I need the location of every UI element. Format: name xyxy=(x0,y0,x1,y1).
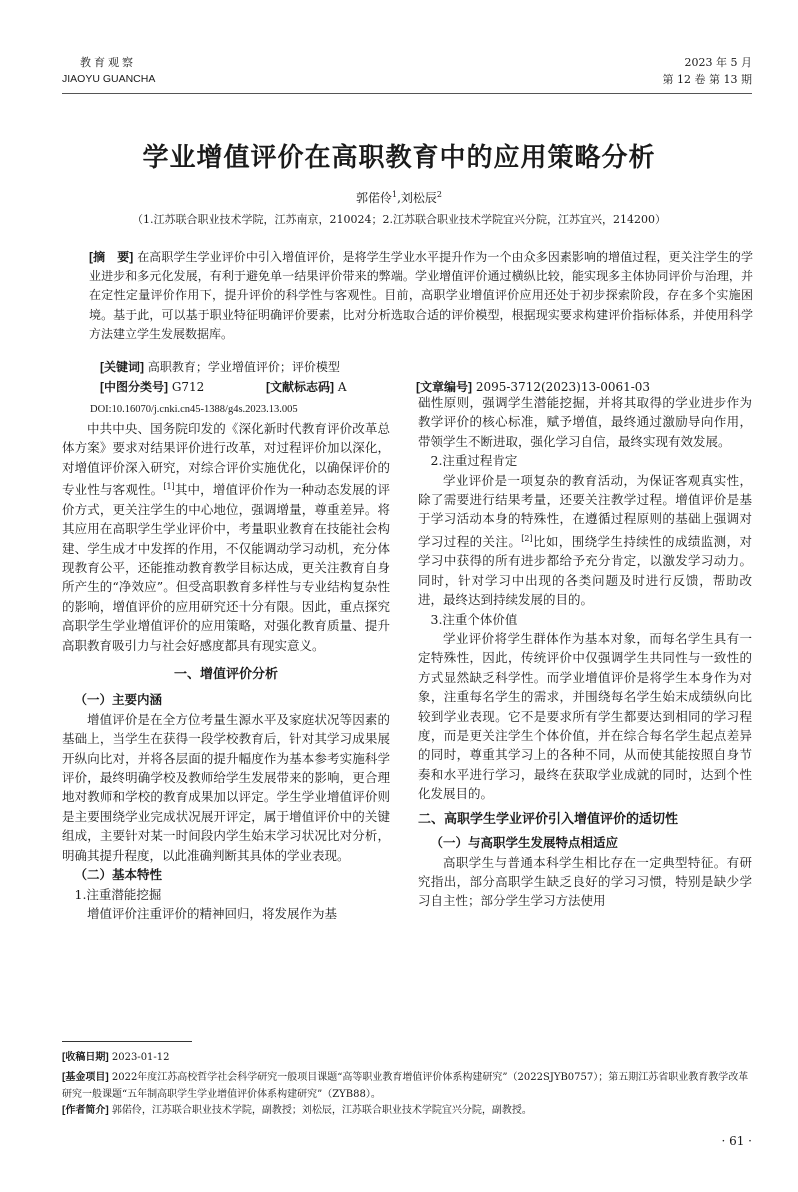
keywords xyxy=(100,358,340,377)
author-separator: , xyxy=(397,191,401,205)
affiliation: （1.江苏联合职业技术学院，江苏南京，210024；2.江苏联合职业技术学院宜兴分院，江苏宜兴，214200） xyxy=(132,213,666,226)
paragraph: 增值评价是在全方位考量生源水平及家庭状况等因素的基础上，当学生在获得一段学校教育后，针对其学习成果展开纵向比对，并将各层面的提升幅度作为基本参考实施科学评价，最终明确学校及教师给学生发展带来的影响，更合理地对教师和学校的教育成果加以评定。学生学业增值评价则是主要围绕学业完成状况展开评定，属于增值评价中的关键组成，主要针对某一时间段内学生始末学习状况比对分析，明确其提升程度，以此准确判断其具体的学业表现。 xyxy=(62,711,390,863)
paragraph-text: 比如，围绕学生持续性的成绩监测，对学习中获得的所有进步都给予充分肯定，以激发学习动力。同时，针对学习中出现的各类问题及时进行反馈，帮助改进，最终达到持续发展的目的。 xyxy=(418,534,752,608)
abstract-label: [摘 要] xyxy=(89,250,134,264)
author-bio-label: [作者简介] xyxy=(62,1105,109,1116)
received-label: [收稿日期] xyxy=(62,1052,109,1063)
subsection-heading: （二）基本特性 xyxy=(74,867,163,883)
doc-label: [文献标志码] xyxy=(266,380,334,394)
subsection-heading: （一）与高职学生发展特点相适应 xyxy=(430,835,619,851)
received-date: 2023-01-12 xyxy=(111,1052,170,1063)
doc-value: A xyxy=(337,380,347,394)
running-header-left xyxy=(62,54,155,88)
citation-ref: [2] xyxy=(521,533,533,543)
paragraph: 础性原则，强调学生潜能挖掘，并将其取得的学业进步作为教学评价的核心标准，赋予增值，最终通过激励导向作用，带领学生不断进取，强化学习自信，最终实现有效发展。 xyxy=(418,395,752,449)
abstract xyxy=(89,248,753,344)
journal-name: 教育观察 xyxy=(80,56,136,69)
author-1: 郭偌伶 xyxy=(355,191,392,205)
keywords-label: [关键词] xyxy=(100,360,144,374)
keywords-text: 高职教育；学业增值评价；评价模型 xyxy=(147,360,340,374)
section-heading: 二、高职学生学业评价引入增值评价的适切性 xyxy=(418,810,679,826)
article-number-value: 2095-3712(2023)13-0061-03 xyxy=(475,380,651,394)
issue-date: 2023 年 5 月 xyxy=(684,56,752,69)
article-title: 学业增值评价在高职教育中的应用策略分析 xyxy=(142,143,656,173)
article-number-label: [文章编号] xyxy=(416,380,472,394)
clc-code xyxy=(100,378,204,397)
journal-pinyin: JIAOYU GUANCHA xyxy=(62,73,156,85)
sub-subsection-heading: 3.注重个体价值 xyxy=(430,611,518,627)
footnote-fund xyxy=(62,1070,752,1103)
body-column-left xyxy=(62,419,390,923)
subsection-heading: （一）主要内涵 xyxy=(74,692,163,708)
body-column-right xyxy=(418,393,752,911)
clc-label: [中图分类号] xyxy=(100,380,168,394)
author-2-affil-mark: 2 xyxy=(436,190,443,199)
paragraph-text: 中共中央、国务院印发的《深化新时代教育评价改革总体方案》要求对结果评价进行改革，对过程评价加以深化，对增值评价深入研究，对综合评价实施优化，以确保评价的专业性与客观性。 xyxy=(62,421,390,498)
abstract-text: 在高职学生学业评价中引入增值评价，是将学生学业水平提升作为一个由众多因素影响的增值过程，更关注学生的学业进步和多元化发展，有利于避免单一结果评价带来的弊端。学业增值评价通过横纵比较，能实现多主体协同评价与治理，并在定性定量评价作用下，提升评价的科学性与客观性。目前，高职学业增值评价应用还处于初步探索阶段，存在多个实施困境。基于此，可以基于职业特征明确评价要素，比对分析选取合适的评价模型，根据现实要求构建评价指标体系，并使用科学方法建立学生发展数据库。 xyxy=(89,250,753,341)
running-header-right xyxy=(663,54,752,88)
clc-value: G712 xyxy=(171,380,205,394)
author-1-affil-mark: 1 xyxy=(391,190,398,199)
fund-label: [基金项目] xyxy=(62,1072,109,1083)
doi: DOI:10.16070/j.cnki.cn45-1388/g4s.2023.13.005 xyxy=(90,404,298,415)
citation-ref: [1] xyxy=(163,482,175,492)
issue-volume: 第 12 卷 第 13 期 xyxy=(662,73,752,86)
paragraph-text: 其中，增值评价作为一种动态发展的评价方式，更关注学生的中心地位，强调增量，尊重差异。将其应用在高职学生学业评价中，考量职业教育在技能社会构建、学生成才中发挥的作用，不仅能调动学习动机，充分体现教育公平，还能推动教育教学目标达成，更关注教育自身所产生的“净效应”。但受高职教育多样性与专业结构复杂性的影响，增值评价的应用研究还十分有限。因此，重点探究高职学生学业增值评价的应用策略，对强化教育质量、提升高职教育吸引力与社会好感度都具有现实意义。 xyxy=(62,482,390,653)
author-bio-text: 郭偌伶，江苏联合职业技术学院，副教授；刘松辰，江苏联合职业技术学院宜兴分院，副教授。 xyxy=(111,1105,532,1116)
paragraph: 增值评价注重评价的精神回归，将发展作为基 xyxy=(87,905,338,921)
author-line xyxy=(0,189,798,206)
paragraph: 学业评价将学生群体作为基本对象，而每名学生具有一定特殊性，因此，传统评价中仅强调学生共同性与一致性的方式显然缺乏科学性。而学业增值评价是将学生本身作为对象，注重每名学生的需求，并围绕每名学生始末成绩纵向比较到学业表现。它不是要求所有学生都要达到相同的学习程度，而是更关注学生个体价值，并在综合每名学生起点差异的同时，尊重其学习上的各种不同，从而使其能按照自身节奏和水平进行学习，最终在获取学业成就的同时，达到个性化发展目的。 xyxy=(418,631,752,802)
sub-subsection-heading: 1.注重潜能挖掘 xyxy=(74,886,162,902)
footnote-author xyxy=(62,1103,752,1120)
paragraph-text: 学业评价是一项复杂的教育活动，为保证客观真实性，除了需要进行结果考量，还要关注教学过程。增值评价是基于学习活动本身的特殊性，在遵循过程原则的基础上强调对学习过程的关注。 xyxy=(418,472,752,549)
document-code xyxy=(266,378,347,397)
page-number: · 61 · xyxy=(721,1134,752,1148)
sub-subsection-heading: 2.注重过程肯定 xyxy=(430,453,518,469)
section-heading: 一、增值评价分析 xyxy=(173,666,278,682)
fund-text: 2022年度江苏高校哲学社会科学研究一般项目课题“高等职业教育增值评价体系构建研究”（2022SJYB0757）；第五期江苏省职业教育教学改革研究一般课题“五年制高职学生学业增值评价体系构建研究”（ZYB88）。 xyxy=(62,1072,749,1100)
header-rule xyxy=(62,93,752,94)
footnote-rule xyxy=(62,1041,192,1042)
paragraph xyxy=(418,471,752,610)
paragraph: 高职学生与普通本科学生相比存在一定典型特征。有研究指出，部分高职学生缺乏良好的学习习惯，特别是缺少学习自主性；部分学生学习方法使用 xyxy=(418,854,752,909)
author-2: 刘松辰 xyxy=(400,191,437,205)
paragraph xyxy=(62,419,390,655)
footnote-received xyxy=(62,1050,752,1067)
